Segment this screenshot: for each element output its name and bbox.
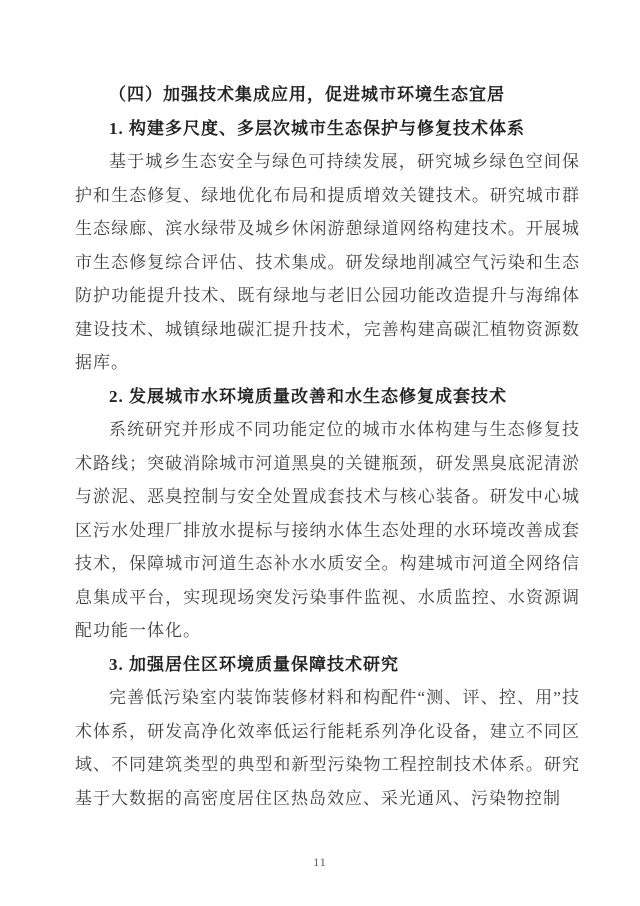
subsection-1-paragraph: 基于城乡生态安全与绿色可持续发展，研究城乡绿色空间保护和生态修复、绿地优化布局和提质增效关键技术。研究城市群生态绿廊、滨水绿带及城乡休闲游憩绿道网络构建技术。开展城市生态修复综合评估、技术集成。研发绿地削减空气污染和生态防护功能提升技术、既有绿地与老旧公园功能改造提升与海绵体建设技术、城镇绿地碳汇提升技术，完善构建高碳汇植物资源数据库。 [75,152,580,372]
section-heading: （四）加强技术集成应用，促进城市环境生态宜居 [109,85,505,104]
subsection-2-paragraph: 系统研究并形成不同功能定位的城市水体构建与生态修复技术路线；突破消除城市河道黑臭的关键瓶颈，研发黑臭底泥清淤与淤泥、恶臭控制与安全处置成套技术与核心装备。研发中心城区污水处理厂排放水提标与接纳水体生态处理的水环境改善成套技术，保障城市河道生态补水水质安全。构建城市河道全网络信息集成平台，实现现场突发污染事件监视、水质监控、水资源调配功能一体化。 [75,420,580,640]
subsection-3-heading: 3. 加强居住区环境质量保障技术研究 [109,654,399,674]
subsection-1-heading: 1. 构建多尺度、多层次城市生态保护与修复技术体系 [109,118,525,138]
document-content [75,78,580,815]
subsection-1 [75,112,580,380]
subsection-2 [75,380,580,648]
page-number: 11 [313,855,327,869]
subsection-2-heading: 2. 发展城市水环境质量改善和水生态修复成套技术 [109,386,507,406]
subsection-3 [75,648,580,816]
subsection-3-paragraph: 完善低污染室内装饰装修材料和构配件“测、评、控、用”技术体系，研发高净化效率低运行能耗系列净化设备，建立不同区域、不同建筑类型的典型和新型污染物工程控制技术体系。研究基于大数据的高密度居住区热岛效应、采光通风、污染物控制 [75,688,580,808]
